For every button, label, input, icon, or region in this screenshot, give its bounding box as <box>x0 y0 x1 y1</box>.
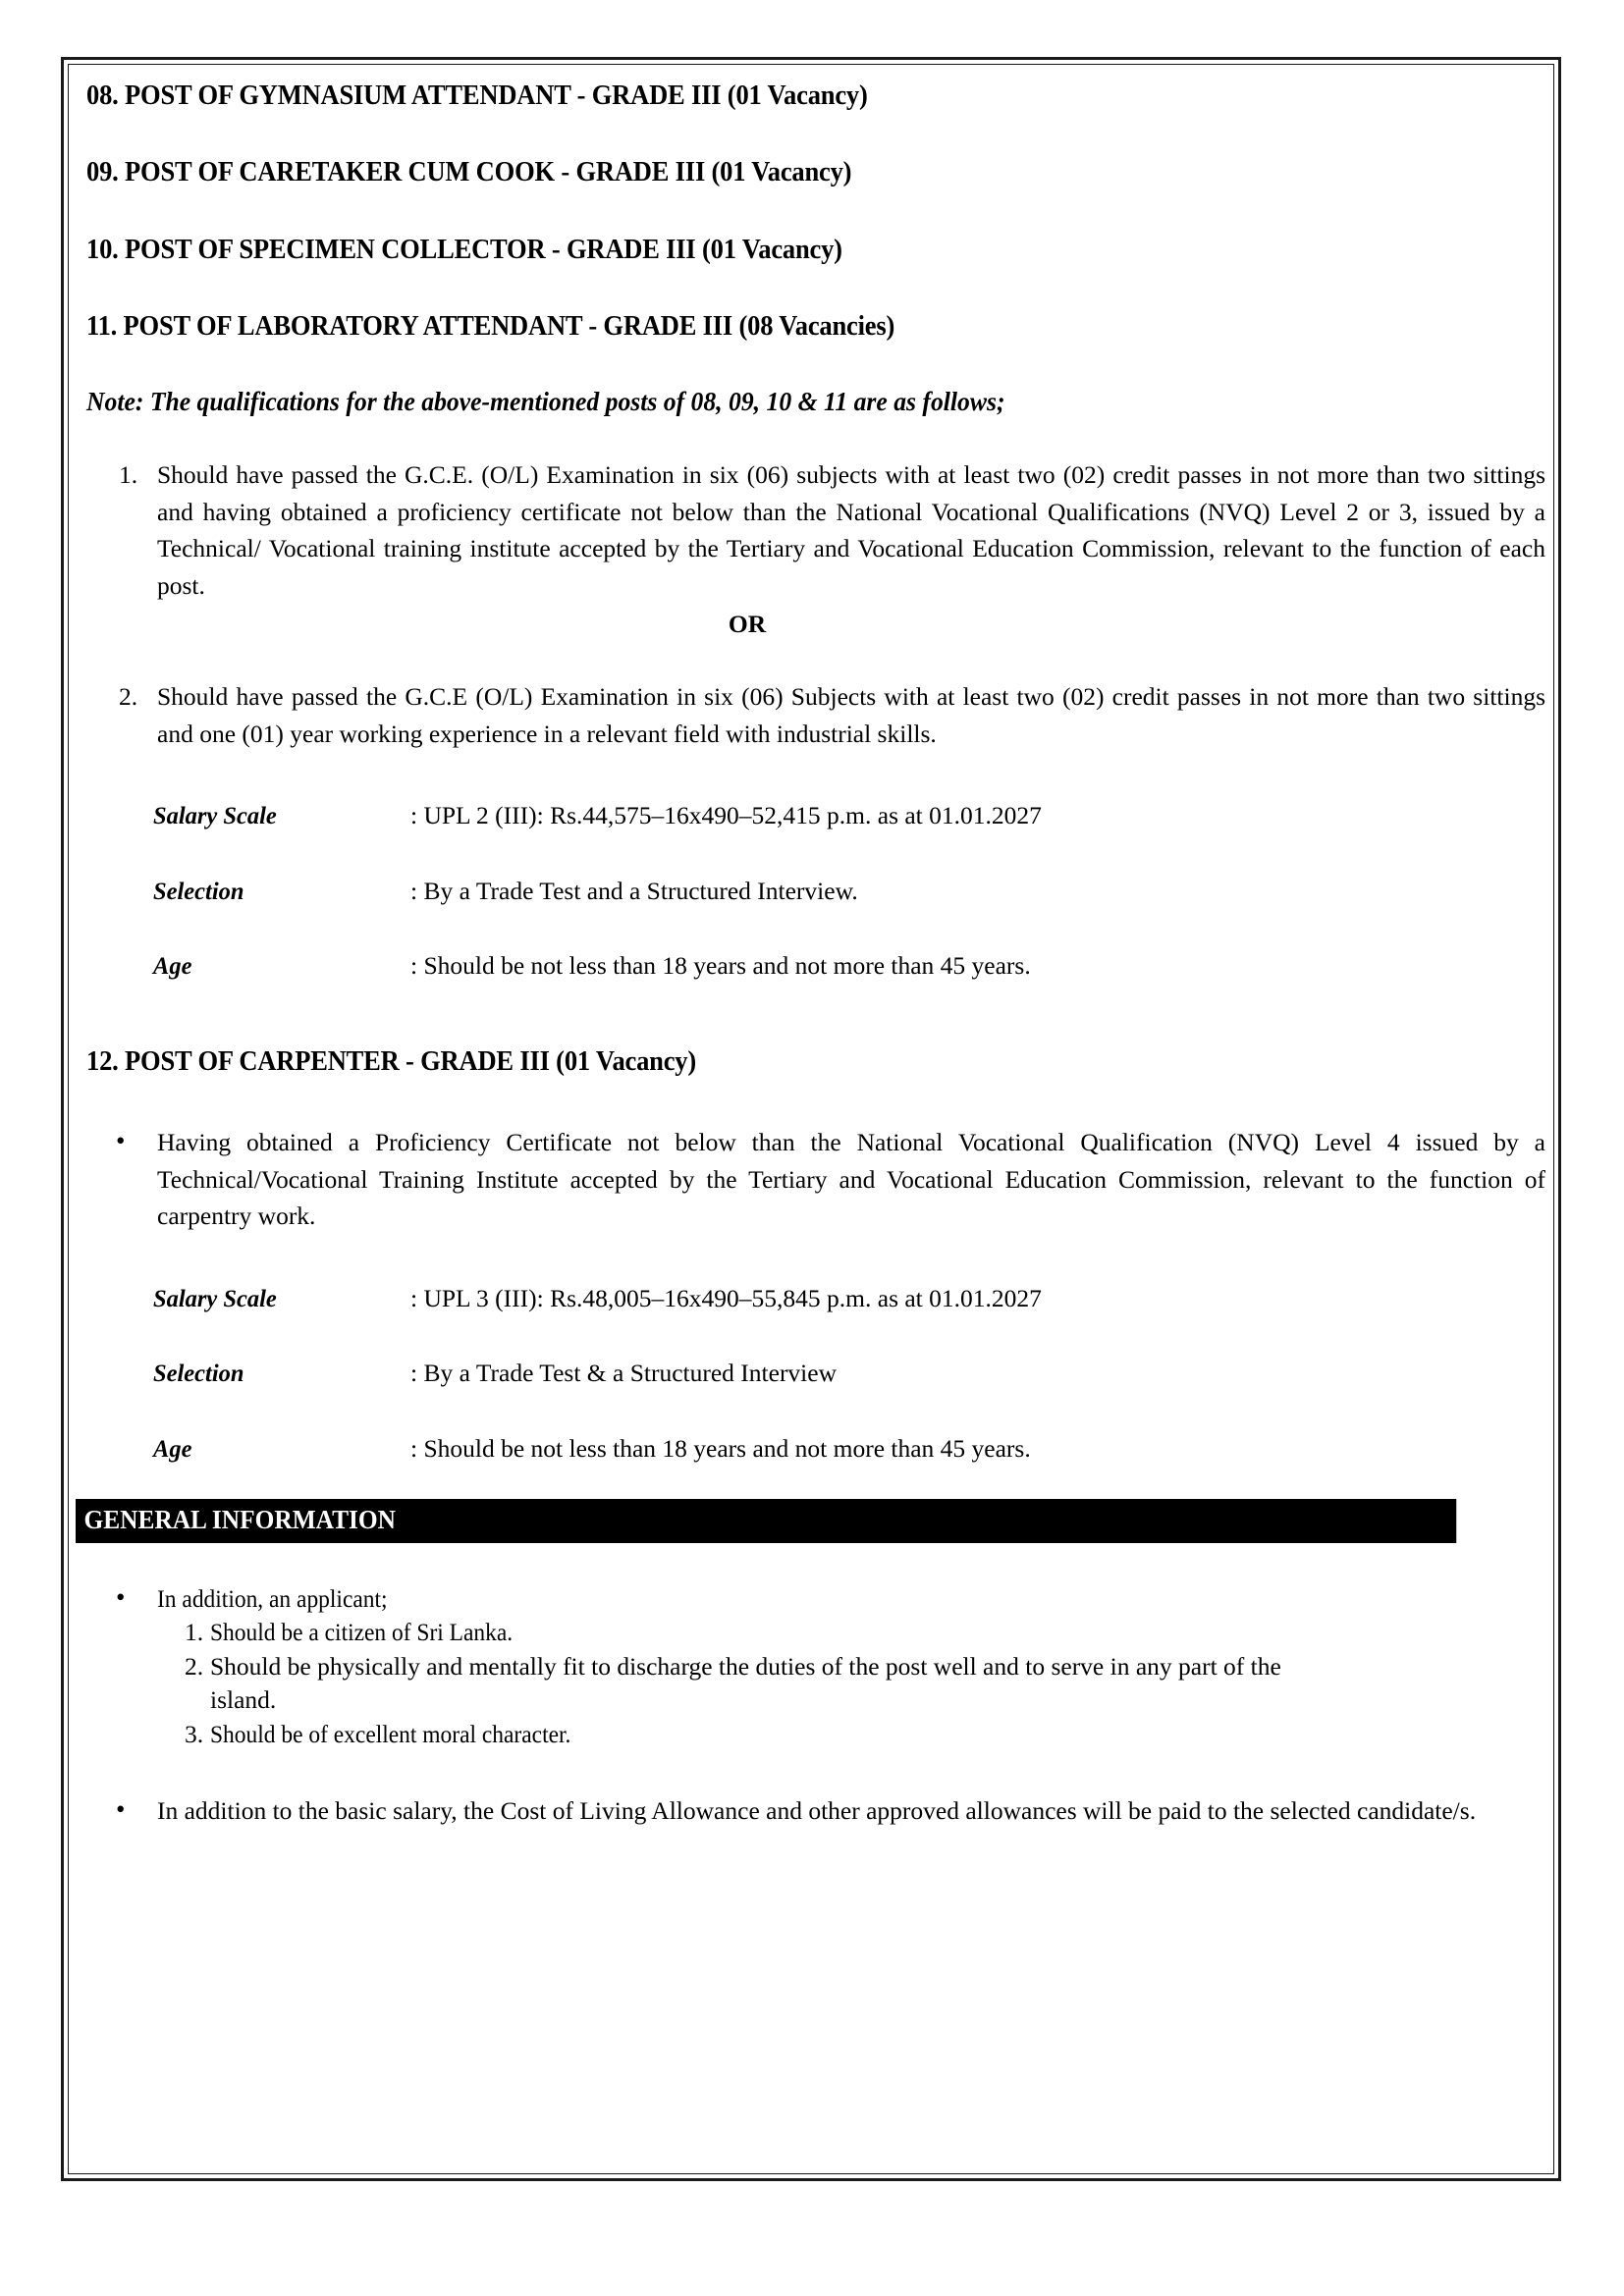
general-info-sub-item-3-text: Should be of excellent moral character. <box>210 1719 571 1748</box>
general-info-sub-item-2-number: 2. <box>185 1651 204 1681</box>
qualification-item-1-text: Should have passed the G.C.E. (O/L) Examination in six (06) subjects with at least two (02) credit passes in not more than two sittings and having obtained a proficiency certificate not below than the National Vocational Qualifications (NVQ) Level 2 or 3, issued by a Technical/ Vocational training institute accepted by the Tertiary and Vocational Education Commission, relevant to the function of each post. <box>157 460 1545 600</box>
general-info-bullet-2-text: In addition to the basic salary, the Cost of Living Allowance and other approved allowances will be paid to the selected candidate/s. <box>157 1796 1477 1826</box>
qualification-item-1-number: 1. <box>119 460 138 490</box>
detail-row-age <box>153 906 1042 982</box>
qualifications-note: Note: The qualifications for the above-mentioned posts of 08, 09, 10 & 11 are as follows; <box>86 387 1005 417</box>
detail-row-salary-scale-carpenter <box>153 1284 1042 1314</box>
bullet-icon: • <box>116 1794 126 1825</box>
selection-label: Selection <box>153 876 244 905</box>
general-info-sub-list <box>157 1616 1545 1751</box>
age-value: : Should be not less than 18 years and not more than 45 years. <box>410 951 1031 981</box>
detail-row-salary-scale <box>153 801 1042 831</box>
age-label: Age <box>153 951 192 981</box>
post-heading-12: 12. POST OF CARPENTER - GRADE III (01 Vacancy) <box>86 1045 696 1077</box>
age-value-carpenter: : Should be not less than 18 years and not more than 45 years. <box>410 1433 1031 1463</box>
post-heading-09: 09. POST OF CARETAKER CUM COOK - GRADE III (01 Vacancy) <box>86 157 852 188</box>
qualification-list-continued <box>86 678 1545 752</box>
general-info-sub-item-1-text: Should be a citizen of Sri Lanka. <box>210 1618 514 1647</box>
salary-scale-label-carpenter: Salary Scale <box>153 1283 277 1312</box>
salary-scale-label: Salary Scale <box>153 801 277 830</box>
general-info-sub-item-1-number: 1. <box>185 1618 204 1647</box>
details-table-posts-08-11 <box>153 801 1042 982</box>
post-heading-11-block <box>86 311 1545 342</box>
details-table-post-12 <box>153 1284 1042 1465</box>
carpenter-qualification-text: Having obtained a Proficiency Certificate not below than the National Vocational Qualification (NVQ) Level 4 issued by a Technical/Vocational Training Institute accepted by the Tertiary and Vocational Education Commission, relevant to the function of carpentry work. <box>157 1128 1545 1231</box>
post-heading-08-block <box>86 80 1545 111</box>
general-info-bullet-1 <box>86 1582 1545 1751</box>
note-block <box>86 388 1545 417</box>
general-info-bullet-1-intro: In addition, an applicant; <box>157 1583 388 1613</box>
carpenter-qualification-item <box>86 1124 1545 1234</box>
selection-value: : By a Trade Test and a Structured Interview. <box>410 876 858 905</box>
general-info-bullet-2 <box>86 1794 1545 1828</box>
general-info-sub-item-1 <box>185 1616 1320 1649</box>
qualification-item-2 <box>86 678 1545 752</box>
general-info-sub-item-2-text: Should be physically and mentally fit to discharge the duties of the post well and to serve in any part of the island. <box>210 1651 1281 1715</box>
page-border-inner <box>68 64 1554 2174</box>
post-heading-10: 10. POST OF SPECIMEN COLLECTOR - GRADE III (01 Vacancy) <box>86 234 842 265</box>
post-heading-08: 08. POST OF GYMNASIUM ATTENDANT - GRADE III (01 Vacancy) <box>86 80 868 111</box>
qualification-item-1 <box>86 456 1545 604</box>
qualification-list <box>86 456 1545 604</box>
salary-scale-value: : UPL 2 (III): Rs.44,575–16x490–52,415 p.m. as at 01.01.2027 <box>410 801 1042 830</box>
detail-row-age-carpenter <box>153 1389 1042 1465</box>
general-info-sub-item-3-number: 3. <box>185 1719 204 1748</box>
selection-label-carpenter: Selection <box>153 1359 244 1388</box>
qualification-item-2-text: Should have passed the G.C.E (O/L) Examination in six (06) Subjects with at least two (02) credit passes in not more than two sittings and one (01) year working experience in a relevant field with industrial skills. <box>157 682 1545 748</box>
document-content <box>83 75 1545 2173</box>
general-info-sub-item-3 <box>185 1718 1320 1751</box>
general-info-sub-item-2 <box>185 1650 1320 1718</box>
detail-row-selection-carpenter <box>153 1313 1042 1389</box>
selection-value-carpenter: : By a Trade Test & a Structured Interview <box>410 1359 837 1388</box>
general-information-banner: GENERAL INFORMATION <box>76 1499 1456 1542</box>
age-label-carpenter: Age <box>153 1433 192 1463</box>
carpenter-qualification-list <box>86 1124 1545 1234</box>
page-border-outer <box>61 57 1561 2181</box>
bullet-icon: • <box>116 1126 126 1156</box>
detail-row-selection <box>153 831 1042 907</box>
bullet-icon: • <box>116 1581 126 1612</box>
post-heading-12-block <box>86 1046 1545 1077</box>
post-heading-10-block <box>86 235 1545 265</box>
salary-scale-value-carpenter: : UPL 3 (III): Rs.48,005–16x490–55,845 p.m. as at 01.01.2027 <box>410 1283 1042 1312</box>
or-separator: OR <box>728 610 767 638</box>
qualification-item-2-number: 2. <box>119 682 138 712</box>
general-information-body <box>86 1582 1545 1829</box>
post-heading-09-block <box>86 157 1545 187</box>
general-info-bullet-list <box>86 1582 1545 1829</box>
post-heading-11: 11. POST OF LABORATORY ATTENDANT - GRADE III (08 Vacancies) <box>86 311 895 343</box>
